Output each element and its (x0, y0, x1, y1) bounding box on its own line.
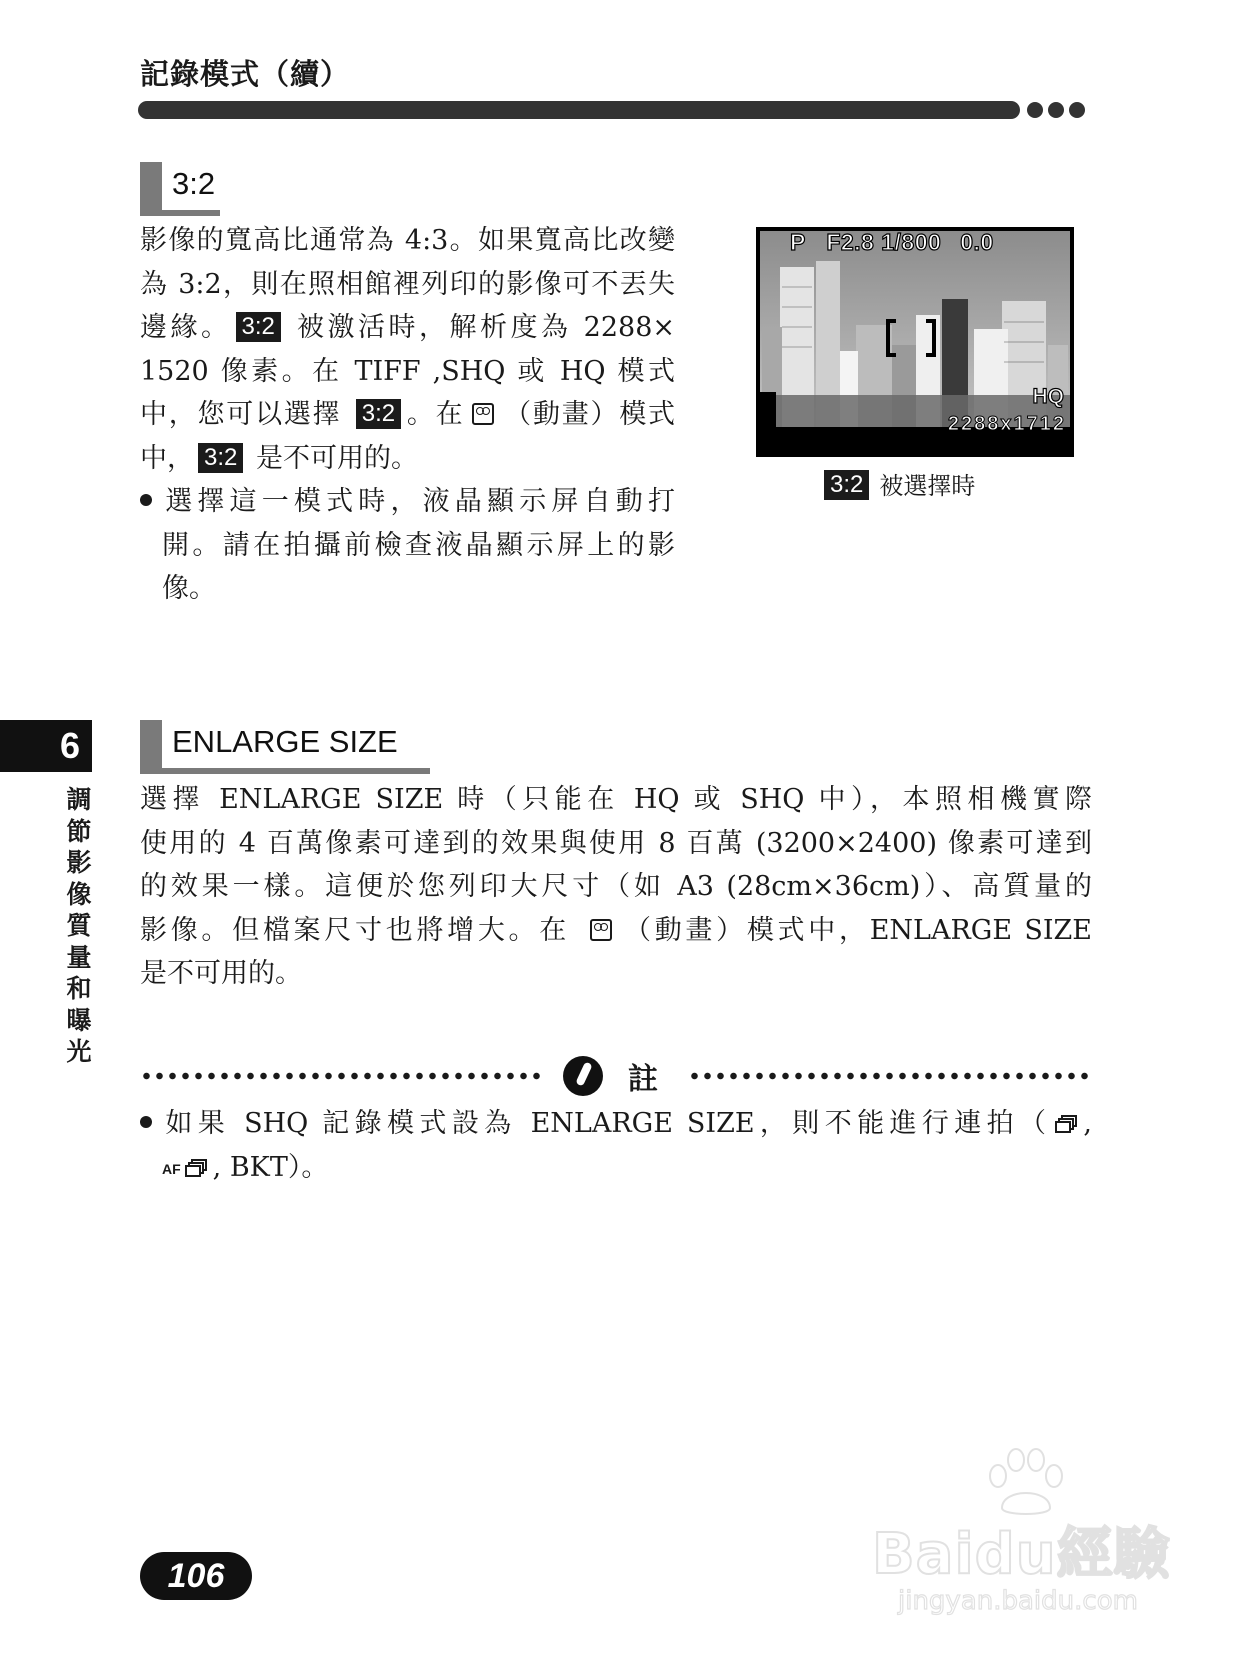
paragraph-line (140, 437, 675, 481)
bullet-line (140, 480, 675, 524)
mode-badge: 3:2 (356, 399, 401, 429)
line-text: 被激活時，解析度為 2288× (284, 312, 675, 343)
line-text: （動畫）模式中，ENLARGE SIZE (620, 914, 1092, 946)
paragraph-line: 1520 像素。在 TIFF ,SHQ 或 HQ 模式 (140, 355, 675, 387)
heading-bar (140, 162, 162, 210)
line-text: （動畫）模式 (502, 399, 676, 430)
screen-caption (824, 466, 975, 501)
header-dot (1069, 102, 1085, 118)
bullet-text: 選擇這一模式時，液晶顯示屏自動打 (160, 486, 675, 517)
paragraph-line: 選擇 ENLARGE SIZE 時（只能在 HQ 或 SHQ 中），本照相機實際 (140, 784, 1092, 815)
lcd-aperture: F2.8 (826, 229, 875, 255)
heading-underline (140, 768, 430, 774)
lcd-exposure: 0.0 (960, 229, 994, 255)
line-text: 是不可用的。 (247, 442, 418, 474)
paragraph-line: 為 3:2，則在照相館裡列印的影像可不丟失 (140, 268, 675, 300)
sequential-shooting-icon (1055, 1115, 1079, 1133)
heading-underline (140, 210, 220, 216)
line-text: 中，您可以選擇 (140, 399, 352, 430)
bullet-icon (140, 1116, 152, 1128)
watermark-url: jingyan.baidu.com (898, 1586, 1138, 1616)
page-header-title: 記錄模式（續） (140, 57, 351, 91)
line-text: 中， (140, 442, 194, 474)
note-line (140, 1102, 1092, 1146)
mode-badge: 3:2 (198, 443, 243, 473)
af-sequential-shooting-icon (185, 1159, 209, 1177)
header-dot (1048, 102, 1064, 118)
bullet-line: 開。請在拍攝前檢查液晶顯示屏上的影 (162, 529, 675, 561)
mode-badge: 3:2 (236, 312, 281, 342)
header-rule (138, 101, 1020, 119)
line-text: 如果 SHQ 記錄模式設為 ENLARGE SIZE，則不能進行連拍（ (160, 1108, 1052, 1139)
dotted-rule (140, 1072, 542, 1080)
baidu-watermark (862, 1440, 1192, 1630)
line-text: 。在 (405, 399, 465, 430)
paw-icon (980, 1446, 1070, 1516)
chapter-tab: 6 (0, 720, 92, 772)
paragraph-line (140, 909, 1092, 953)
paragraph-line: 影像的寬高比通常為 4:3。如果寬高比改變 (140, 225, 675, 256)
paragraph-line: 是不可用的。 (140, 958, 302, 989)
enlarge-paragraph (140, 778, 1092, 996)
lcd-screen-preview (756, 227, 1074, 457)
line-text: , BKT）。 (212, 1151, 329, 1183)
line-text: 影像。但檔案尺寸也將增大。在 (140, 914, 583, 946)
mode-badge: 3:2 (824, 470, 869, 500)
lcd-resolution: 2288x1712 (947, 413, 1066, 435)
heading-text: ENLARGE SIZE (172, 724, 398, 759)
movie-icon (472, 403, 494, 425)
watermark-text: Baidu經驗 (872, 1522, 1171, 1587)
lcd-status-row (790, 229, 994, 256)
note-label: 註 (628, 1062, 658, 1097)
line-text: , (1083, 1108, 1092, 1139)
note-icon (563, 1056, 603, 1096)
section-32-paragraph (140, 219, 675, 611)
note-divider (140, 1054, 1092, 1097)
paragraph-line: 的效果一樣。這便於您列印大尺寸（如 A3 (28cm×36cm)）、高質量的 (140, 871, 1092, 902)
note-line (140, 1146, 1092, 1192)
chapter-title: 調節影像質量和曝光 (66, 785, 92, 1066)
caption-text: 被選擇時 (879, 472, 976, 500)
page-number: 106 (140, 1552, 252, 1600)
paragraph-line (140, 393, 675, 437)
note-text (140, 1102, 1092, 1191)
bullet-icon (140, 494, 152, 506)
bullet-line: 像。 (162, 573, 216, 604)
movie-icon (590, 919, 612, 941)
heading-text: 3:2 (172, 166, 216, 201)
paragraph-line (140, 306, 675, 350)
af-label: AF (162, 1160, 181, 1177)
paragraph-line: 使用的 4 百萬像素可達到的效果與使用 8 百萬 (3200×2400) 像素可達到 (140, 827, 1092, 859)
lcd-mode: P (790, 229, 806, 255)
lcd-quality: HQ (1032, 385, 1064, 408)
dotted-rule (688, 1072, 1092, 1080)
lcd-shutter: 1/800 (881, 229, 942, 255)
header-dot (1027, 102, 1043, 118)
heading-bar (140, 720, 162, 768)
line-text: 邊緣。 (140, 312, 232, 343)
